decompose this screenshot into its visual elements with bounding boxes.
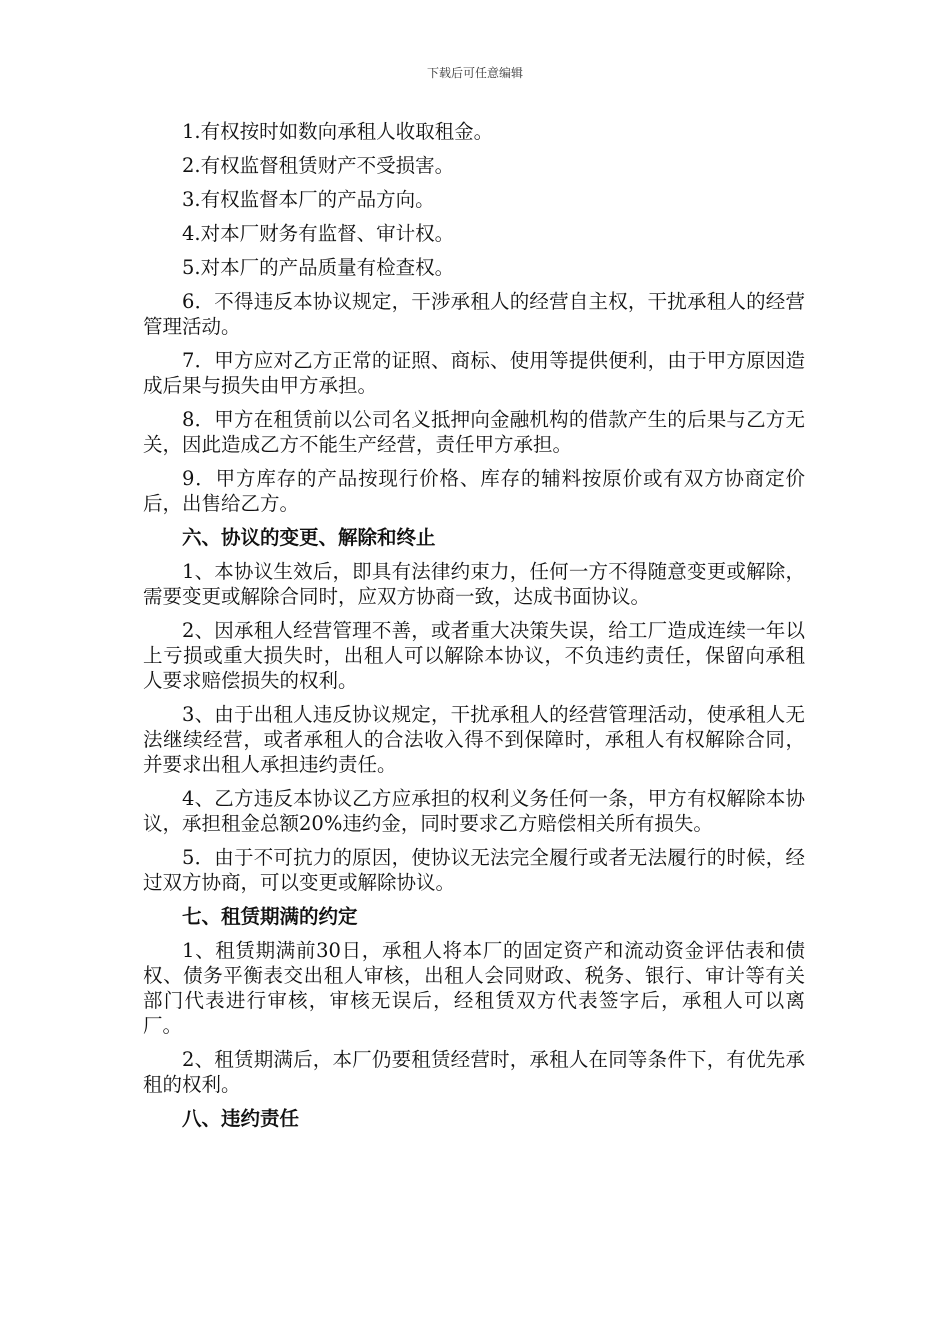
paragraph: 8．甲方在租赁前以公司名义抵押向金融机构的借款产生的后果与乙方无关，因此造成乙方不能生产经营，责任甲方承担。	[143, 408, 805, 456]
paragraph: 1、本协议生效后，即具有法律约束力，任何一方不得随意变更或解除，需要变更或解除合同时，应双方协商一致，达成书面协议。	[143, 560, 805, 608]
paragraph: 4、乙方违反本协议乙方应承担的权利义务任何一条，甲方有权解除本协议，承担租金总额20%违约金，同时要求乙方赔偿相关所有损失。	[143, 787, 805, 835]
paragraph: 5.对本厂的产品质量有检查权。	[182, 256, 455, 279]
paragraph: 3.有权监督本厂的产品方向。	[182, 188, 435, 211]
paragraph: 4.对本厂财务有监督、审计权。	[182, 222, 455, 245]
paragraph: 1.有权按时如数向承租人收取租金。	[182, 120, 494, 143]
paragraph: 7．甲方应对乙方正常的证照、商标、使用等提供便利，由于甲方原因造成后果与损失由甲方承担。	[143, 349, 805, 397]
paragraph: 3、由于出租人违反协议规定，干扰承租人的经营管理活动，使承租人无法继续经营，或者承租人的合法收入得不到保障时，承租人有权解除合同，并要求出租人承担违约责任。	[143, 703, 805, 776]
paragraph: 2、因承租人经营管理不善，或者重大决策失误，给工厂造成连续一年以上亏损或重大损失时，出租人可以解除本协议，不负违约责任，保留向承租人要求赔偿损失的权利。	[143, 619, 805, 692]
paragraph: 9．甲方库存的产品按现行价格、库存的辅料按原价或有双方协商定价后，出售给乙方。	[143, 467, 805, 515]
paragraph: 5．由于不可抗力的原因，使协议无法完全履行或者无法履行的时候，经过双方协商，可以变更或解除协议。	[143, 846, 805, 894]
paragraph: 2、租赁期满后，本厂仍要租赁经营时，承租人在同等条件下，有优先承租的权利。	[143, 1048, 805, 1096]
paragraph: 6．不得违反本协议规定，干涉承租人的经营自主权，干扰承租人的经营管理活动。	[143, 290, 805, 338]
section-heading: 八、违约责任	[182, 1107, 300, 1130]
document-body	[143, 119, 805, 1140]
section-heading: 六、协议的变更、解除和终止	[182, 526, 436, 549]
page-header: 下载后可任意编辑	[426, 66, 523, 80]
section-heading: 七、租赁期满的约定	[182, 905, 358, 928]
paragraph: 2.有权监督租赁财产不受损害。	[182, 154, 455, 177]
paragraph: 1、租赁期满前30日，承租人将本厂的固定资产和流动资金评估表和债权、债务平衡表交出租人审核，出租人会同财政、税务、银行、审计等有关部门代表进行审核，审核无误后，经租赁双方代表签字后，承租人可以离厂。	[143, 939, 805, 1037]
